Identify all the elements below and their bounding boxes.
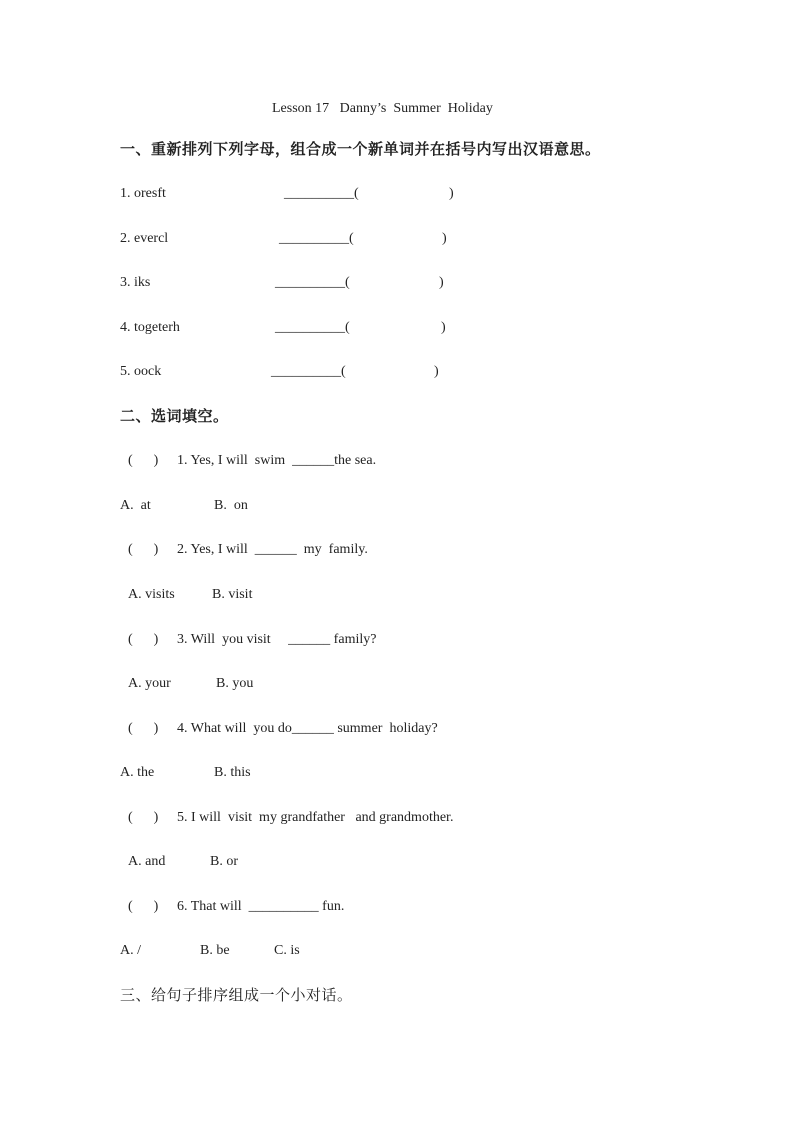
option-q5-a: A. and — [128, 854, 166, 869]
answer-paren-q4: ( ) — [128, 721, 159, 736]
page-title: Lesson 17 Danny’s Summer Holiday — [272, 101, 493, 116]
option-q2-b: B. visit — [212, 587, 253, 602]
option-q6-b: B. be — [200, 943, 230, 958]
question-2: 2. Yes, I will ______ my family. — [177, 542, 368, 557]
close-paren-2: ) — [442, 231, 447, 246]
section2-heading: 二、选词填空。 — [120, 407, 229, 425]
answer-paren-q5: ( ) — [128, 810, 159, 825]
answer-paren-q6: ( ) — [128, 899, 159, 914]
section1-heading: 一、重新排列下列字母，组合成一个新单词并在括号内写出汉语意思。 — [120, 140, 601, 158]
option-q1-a: A. at — [120, 498, 151, 513]
question-1: 1. Yes, I will swim ______the sea. — [177, 453, 377, 468]
option-q1-b: B. on — [214, 498, 248, 513]
answer-paren-q1: ( ) — [128, 453, 159, 468]
answer-paren-q2: ( ) — [128, 542, 159, 557]
answer-paren-q3: ( ) — [128, 632, 159, 647]
close-paren-1: ) — [449, 186, 454, 201]
answer-blank-5: __________( — [271, 364, 346, 379]
close-paren-3: ) — [439, 275, 444, 290]
question-4: 4. What will you do______ summer holiday? — [177, 721, 438, 736]
answer-blank-3: __________( — [275, 275, 350, 290]
close-paren-4: ) — [441, 320, 446, 335]
option-q3-a: A. your — [128, 676, 171, 691]
word-item-1: 1. oresft — [120, 186, 166, 201]
section3-heading: 三、给句子排序组成一个小对话。 — [120, 986, 353, 1004]
option-q2-a: A. visits — [128, 587, 175, 602]
close-paren-5: ) — [434, 364, 439, 379]
option-q6-a: A. / — [120, 943, 141, 958]
answer-blank-2: __________( — [279, 231, 354, 246]
option-q6-c: C. is — [274, 943, 300, 958]
answer-blank-4: __________( — [275, 320, 350, 335]
option-q4-b: B. this — [214, 765, 251, 780]
question-5: 5. I will visit my grandfather and grandmother. — [177, 810, 454, 825]
word-item-4: 4. togeterh — [120, 320, 180, 335]
question-3: 3. Will you visit ______ family? — [177, 632, 377, 647]
question-6: 6. That will __________ fun. — [177, 899, 345, 914]
word-item-5: 5. oock — [120, 364, 162, 379]
option-q5-b: B. or — [210, 854, 238, 869]
word-item-2: 2. evercl — [120, 231, 169, 246]
word-item-3: 3. iks — [120, 275, 151, 290]
option-q4-a: A. the — [120, 765, 155, 780]
option-q3-b: B. you — [216, 676, 254, 691]
answer-blank-1: __________( — [284, 186, 359, 201]
